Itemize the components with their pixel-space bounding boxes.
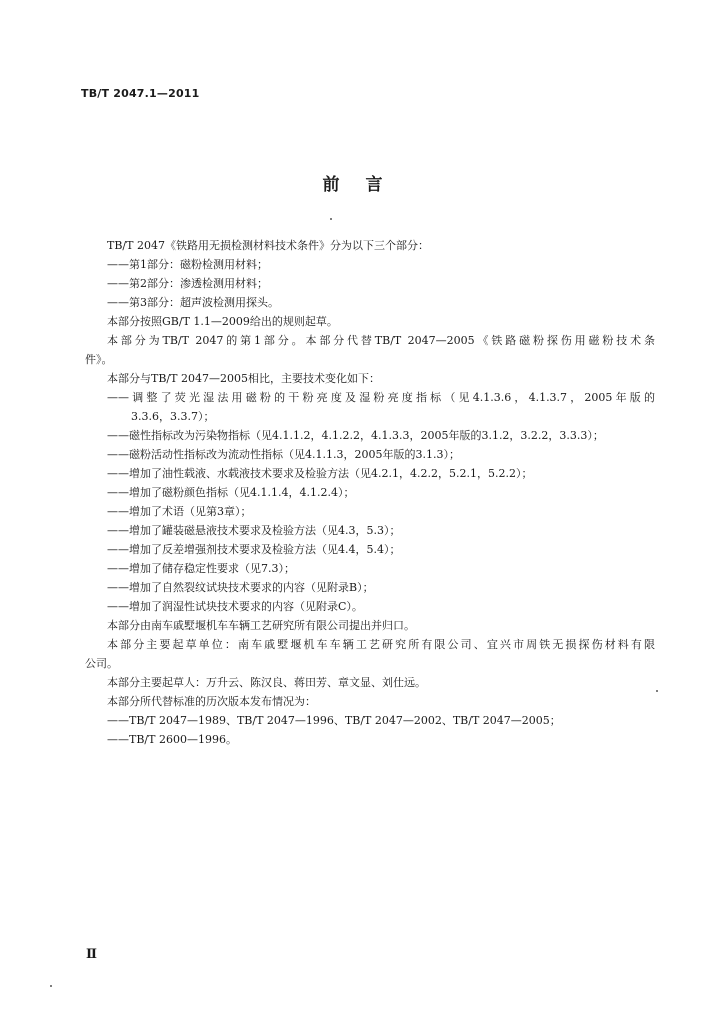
paragraph-drafting-rules: 本部分按照GB/T 1.1—2009给出的规则起草。	[107, 315, 338, 328]
list-item-change5: ——增加了磁粉颜色指标（见4.1.1.4，4.1.2.4）；	[107, 486, 355, 499]
scan-speck	[330, 218, 332, 220]
page-title: 前言	[322, 175, 409, 195]
list-item-change9: ——增加了储存稳定性要求（见7.3）；	[107, 562, 295, 575]
list-item-change7: ——增加了罐装磁悬液技术要求及检验方法（见4.3，5.3）；	[107, 524, 401, 537]
list-item-part1: ——第1部分：磁粉检测用材料；	[107, 258, 268, 271]
list-item-part2: ——第2部分：渗透检测用材料；	[107, 277, 268, 290]
paragraph-changes-intro: 本部分与TB/T 2047—2005相比，主要技术变化如下：	[107, 372, 380, 385]
document-body	[85, 236, 655, 749]
paragraph-replaces-cont: 件》。	[85, 353, 113, 366]
scan-speck	[656, 690, 658, 692]
paragraph-drafting-units-cont: 公司。	[85, 657, 118, 670]
scan-speck	[50, 985, 52, 987]
list-item-change2: ——磁性指标改为污染物指标（见4.1.1.2，4.1.2.2，4.1.3.3，2005年版的3.1.2，3.2.2，3.3.3）；	[107, 429, 604, 442]
paragraph-proposer: 本部分由南车戚墅堰机车车辆工艺研究所有限公司提出并归口。	[107, 619, 415, 632]
list-item-part3: ——第3部分：超声波检测用探头。	[107, 296, 279, 309]
list-item-change1: ——调整了荧光湿法用磁粉的干粉亮度及湿粉亮度指标（见4.1.3.6，4.1.3.7，2005年版的	[107, 391, 655, 404]
paragraph-intro: TB/T 2047《铁路用无损检测材料技术条件》分为以下三个部分：	[107, 239, 429, 252]
list-item-history1: ——TB/T 2047—1989、TB/T 2047—1996、TB/T 2047—2002、TB/T 2047—2005；	[107, 714, 561, 727]
standard-code-header: TB/T 2047.1—2011	[81, 87, 200, 100]
list-item-change11: ——增加了润湿性试块技术要求的内容（见附录C）。	[107, 600, 363, 613]
list-item-change10: ——增加了自然裂纹试块技术要求的内容（见附录B）；	[107, 581, 374, 594]
paragraph-drafters: 本部分主要起草人：万升云、陈汉良、蒋田芳、章文显、刘仕远。	[107, 676, 426, 689]
paragraph-replaces: 本部分为TB/T 2047的第1部分。本部分代替TB/T 2047—2005《铁路磁粉探伤用磁粉技术条	[107, 334, 655, 347]
paragraph-drafting-units: 本部分主要起草单位：南车戚墅堰机车车辆工艺研究所有限公司、宜兴市周铁无损探伤材料有限	[107, 638, 655, 651]
list-item-change3: ——磁粉活动性指标改为流动性指标（见4.1.1.3，2005年版的3.1.3）；	[107, 448, 460, 461]
paragraph-history-intro: 本部分所代替标准的历次版本发布情况为：	[107, 695, 316, 708]
list-item-change4: ——增加了油性载液、水载液技术要求及检验方法（见4.2.1，4.2.2，5.2.1，5.2.2）；	[107, 467, 533, 480]
list-item-change1-cont: 3.3.6，3.3.7）；	[131, 410, 215, 423]
list-item-history2: ——TB/T 2600—1996。	[107, 733, 237, 746]
list-item-change8: ——增加了反差增强剂技术要求及检验方法（见4.4，5.4）；	[107, 543, 401, 556]
page-number: Ⅱ	[86, 947, 97, 962]
list-item-change6: ——增加了术语（见第3章）；	[107, 505, 252, 518]
